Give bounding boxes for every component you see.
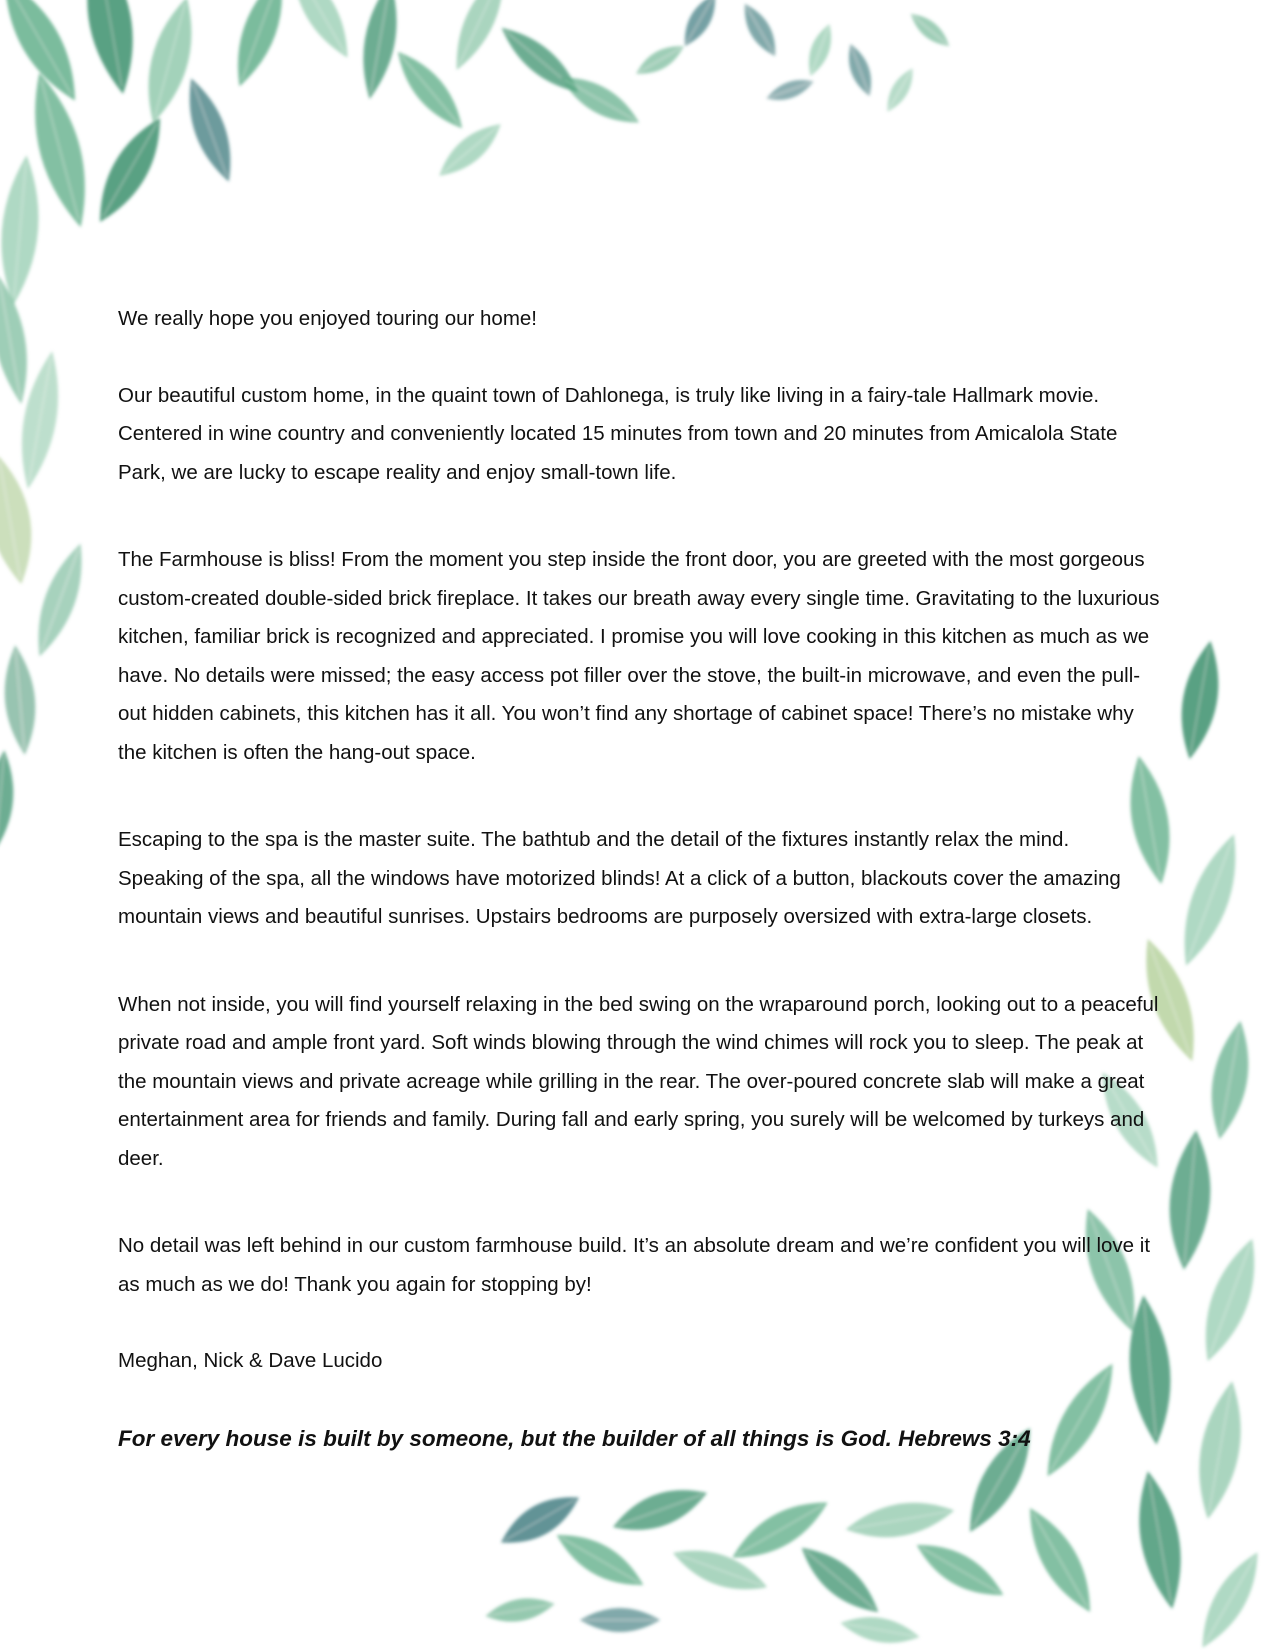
leaf-vein <box>401 56 459 125</box>
paragraph-outdoors: When not inside, you will find yourself relaxing in the bed swing on the wraparound porch, looking out to a peaceful private road and ample front yard. Soft winds blowing through the wind chimes will rock you to sleep. The peak at the mountain views and private acreage while grilling in the rear. The over-poured concrete slab will make a great entertainment area for friends and family. During fall and early spring, you surely will be welcomed by turkeys and deer. <box>118 992 1159 1170</box>
greeting-line: We really hope you enjoyed touring our home! <box>118 307 537 330</box>
paragraph-farmhouse-kitchen: The Farmhouse is bliss! From the moment you step inside the front door, you are greeted with the most gorgeous custom-created double-sided brick fireplace. It takes our breath away every single time. Gravitating to the luxurious kitchen, familiar brick is recognized and appreciated. I promise you will love cooking in this kitchen as much as we have. No details were missed; the easy access pot filler over the stove, the built-in microwave, and even the pull-out hidden cabinets, this kitchen has it all. You won’t find any shortage of cabinet space! There’s no mistake why the kitchen is often the hang-out space. <box>118 548 1160 764</box>
letter-body <box>118 300 1160 1459</box>
leaf-vein <box>913 16 947 45</box>
bible-verse: For every house is built by someone, but the builder of all things is God. Hebrews 3:4 <box>118 1425 1031 1451</box>
signature: Meghan, Nick & Dave Lucido <box>118 1349 383 1372</box>
leaf-vein <box>806 1551 875 1609</box>
leaf-shape <box>76 0 143 98</box>
leaf-shape <box>1190 1545 1271 1650</box>
leaf-shape <box>444 0 516 76</box>
leaf-vein <box>1205 1557 1255 1643</box>
paragraph-closing: No detail was left behind in our custom farmhouse build. It’s an absolute dream and we’re confident you will love it as much as we do! Thank you again for stopping by! <box>118 1234 1151 1296</box>
paragraph-location: Our beautiful custom home, in the quaint town of Dahlonega, is truly like living in a fairy-tale Hallmark movie. Centered in wine country and conveniently located 15 minutes from town and 20 minutes from Amicalola State Park, we are lucky to escape reality and enjoy small-town life. <box>118 383 1118 484</box>
paragraph-master-suite: Escaping to the spa is the master suite. The bathtub and the detail of the fixtures instantly relax the mind. Speaking of the spa, all the windows have motorized blinds! At a click of a button, blackouts cover the amazing mountain views and beautiful sunrises. Upstairs bedrooms are purposely oversized with extra-large closets. <box>118 828 1121 928</box>
leaf-shape <box>0 154 44 307</box>
leaf-shape <box>355 0 405 102</box>
leaf-vein <box>442 127 497 173</box>
leaf-shape <box>224 0 295 92</box>
leaf-shape <box>676 0 723 51</box>
